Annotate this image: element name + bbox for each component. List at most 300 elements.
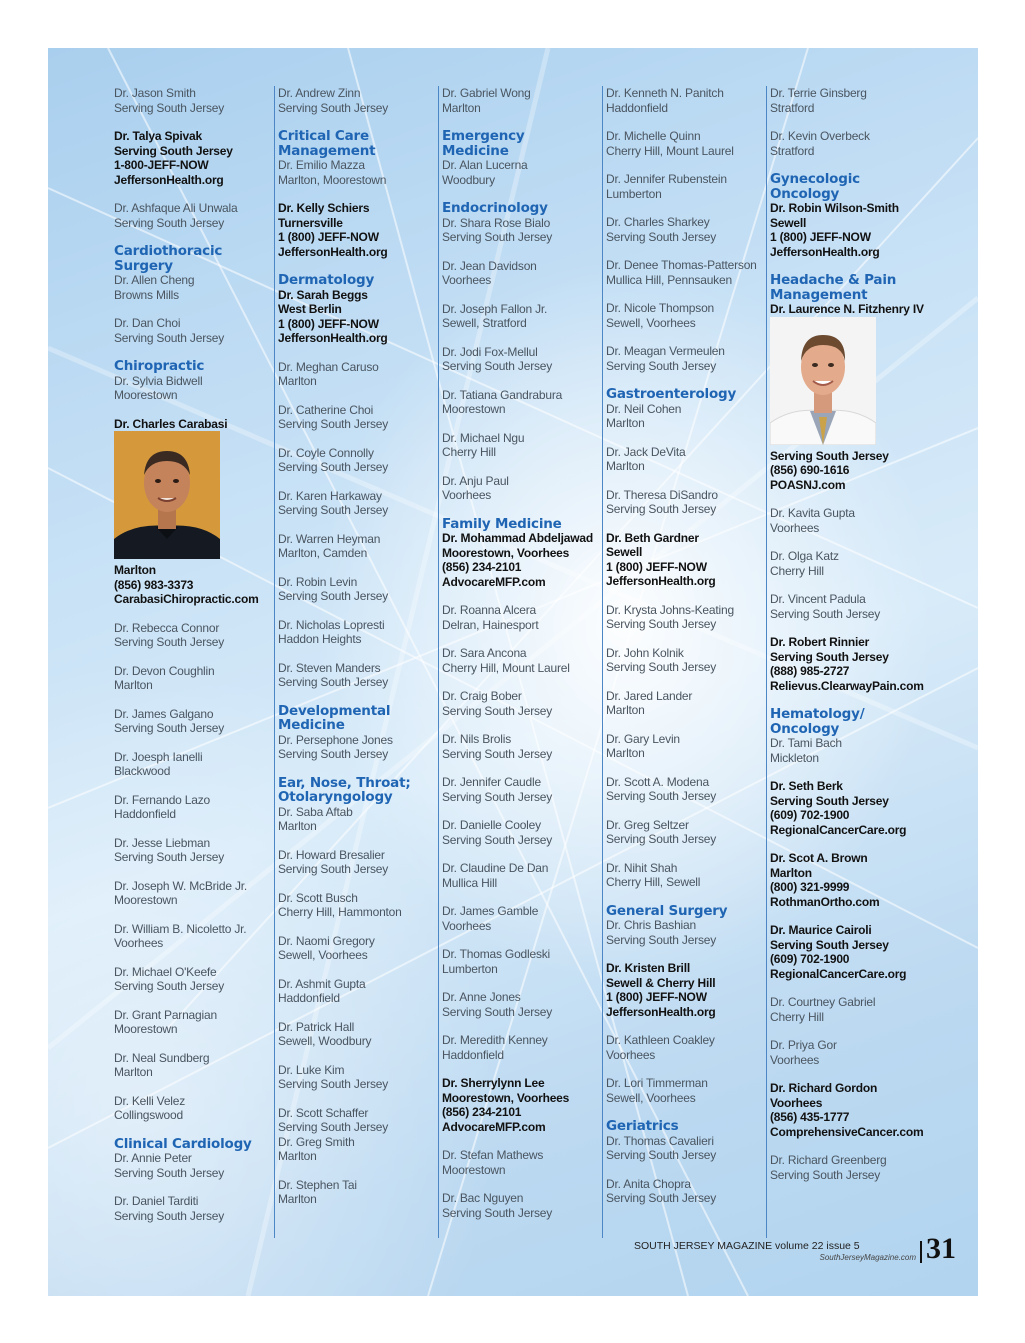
specialty-heading-line: Geriatrics [606,1118,679,1134]
doctor-location: Serving South Jersey [442,703,553,718]
doctor-name: Dr. Scott Schaffer [278,1105,369,1120]
specialty-heading [606,387,766,402]
doctor-location: Cherry Hill, Mount Laurel [606,143,734,158]
doctor-location: Marlton [606,416,645,430]
doctor-entry [278,403,438,432]
footer-divider [920,1241,922,1263]
doctor-detail: 1 (800) JEFF-NOW [278,316,379,331]
doctor-entry [114,374,274,403]
doctor-location: Serving South Jersey [278,503,389,517]
doctor-location: Marlton, Camden [278,546,368,560]
doctor-entry [278,446,438,475]
doctor-location: Serving South Jersey [278,589,389,603]
doctor-name: Dr. Stephen Tai [278,1177,357,1192]
doctor-location: Serving South Jersey [442,1205,553,1220]
doctor-entry [606,775,766,804]
doctor-entry [278,86,438,115]
doctor-name: Dr. Jesse Liebman [114,835,210,850]
doctor-detail: 1 (800) JEFF-NOW [606,559,707,574]
doctor-entry [770,736,930,765]
doctor-entry [606,818,766,847]
doctor-entry [606,1134,766,1163]
doctor-name: Dr. Kevin Overbeck [770,129,870,143]
doctor-name: Dr. Nils Brolis [442,732,512,746]
doctor-location: Sewell, Voorhees [606,1090,696,1105]
doctor-name: Dr. Lori Timmerman [606,1076,708,1090]
doctor-entry [278,977,438,1006]
doctor-website[interactable]: JeffersonHealth.org [606,1004,716,1019]
doctor-website[interactable]: RegionalCancerCare.org [770,822,907,837]
doctor-location: Marlton [606,746,645,760]
doctor-entry [114,836,274,865]
doctor-name: Dr. Denee Thomas-Patterson [606,258,757,272]
doctor-entry [114,922,274,951]
featured-doctor-entry [442,531,602,589]
specialty-heading-line: Clinical Cardiology [114,1135,252,1152]
doctor-name: Dr. Krysta Johns-Keating [606,602,734,617]
doctor-name: Dr. Meagan Vermeulen [606,344,725,358]
doctor-name: Dr. Kelli Velez [114,1093,186,1108]
specialty-heading-line: Hematology/ [770,706,865,722]
doctor-location: Serving South Jersey [442,359,553,373]
doctor-entry [114,86,274,115]
doctor-name: Dr. Steven Manders [278,660,381,675]
doctor-entry [442,158,602,187]
doctor-name: Dr. Rebecca Connor [114,620,220,635]
doctor-name: Dr. Joseph Fallon Jr. [442,301,548,316]
doctor-entry [442,431,602,460]
doctor-name: Dr. Catherine Choi [278,402,374,417]
doctor-entry [770,549,930,578]
doctor-location: Serving South Jersey [278,675,389,689]
doctor-detail: 1-800-JEFF-NOW [114,158,209,172]
specialty-heading-line: Family Medicine [442,515,562,532]
doctor-entry [606,732,766,761]
doctor-detail: Marlton [770,865,812,880]
doctor-entry [770,592,930,621]
doctor-name: Dr. Karen Harkaway [278,488,382,503]
doctor-location: Delran, Hainesport [442,617,539,632]
doctor-entry [442,1148,602,1177]
doctor-name: Dr. Robin Wilson-Smith [770,201,899,215]
page-number: 31 [926,1232,956,1265]
doctor-name: Dr. Anju Paul [442,473,509,488]
doctor-entry [442,1033,602,1062]
doctor-location: Woodbury [442,172,495,187]
featured-doctor-entry [770,449,930,493]
doctor-entry [606,344,766,373]
doctor-name: Dr. Richard Gordon [770,1081,878,1095]
doctor-name: Dr. Chris Bashian [606,918,696,932]
doctor-location: Marlton [278,374,317,388]
doctor-name: Dr. Nicole Thompson [606,301,715,315]
doctor-name: Dr. Patrick Hall [278,1019,355,1034]
doctor-location: Cherry Hill [442,445,496,459]
featured-doctor-entry [770,302,930,317]
doctor-location: Serving South Jersey [278,1077,389,1091]
doctor-name: Dr. Devon Coughlin [114,663,215,678]
doctor-location: Cherry Hill, Sewell [606,875,701,889]
doctor-detail: Sewell & Cherry Hill [606,975,716,990]
doctor-entry [442,259,602,288]
specialty-heading-line: Management [770,286,868,303]
doctor-name: Dr. Charles Carabasi [114,416,228,431]
doctor-location: Voorhees [770,1052,820,1067]
doctor-entry [442,646,602,675]
doctor-entry [278,158,438,187]
specialty-heading [278,776,438,805]
doctor-location: Collingswood [114,1108,183,1122]
specialty-heading [114,1137,274,1152]
specialty-heading-line: Surgery [114,257,173,274]
doctor-website[interactable]: AdvocareMFP.com [442,1119,546,1134]
doctor-entry [278,532,438,561]
doctor-headshot-photo [114,431,220,559]
doctor-name: Dr. Sarah Beggs [278,287,368,302]
specialty-heading [606,904,766,919]
doctor-detail: (856) 690-1616 [770,463,850,477]
doctor-name: Dr. John Kolnik [606,645,684,660]
doctor-location: Serving South Jersey [442,746,553,761]
doctor-entry [606,215,766,244]
doctor-location: Marlton [606,703,645,717]
doctor-name: Dr. Scot A. Brown [770,851,868,865]
doctor-name: Dr. Dan Choi [114,316,181,330]
doctor-name: Dr. Naomi Gregory [278,933,375,948]
doctor-location: Serving South Jersey [278,460,389,474]
doctor-detail: Marlton [114,563,156,577]
doctor-website[interactable]: JeffersonHealth.org [278,331,388,345]
doctor-entry [278,360,438,389]
doctor-name: Dr. Neil Cohen [606,401,682,416]
directory-column-5 [770,86,930,1238]
doctor-entry [114,1008,274,1037]
doctor-detail: Sewell [606,545,643,559]
specialty-heading [278,704,438,733]
doctor-location: Marlton [278,1149,317,1163]
doctor-entry [114,316,274,345]
doctor-name: Dr. Saba Aftab [278,804,353,819]
doctor-website[interactable]: POASNJ.com [770,477,846,492]
doctor-location: Sewell, Voorhees [278,948,368,962]
specialty-heading [770,707,930,736]
featured-doctor-entry [114,563,274,607]
doctor-name: Dr. Daniel Tarditi [114,1194,199,1208]
doctor-entry [606,172,766,201]
doctor-entry [114,707,274,736]
doctor-website[interactable]: JeffersonHealth.org [278,244,388,259]
doctor-name: Dr. Grant Parnagian [114,1007,217,1022]
doctor-website[interactable]: AdvocareMFP.com [442,574,546,589]
doctor-location: Serving South Jersey [606,229,717,244]
doctor-name: Dr. Meghan Caruso [278,359,379,374]
doctor-website[interactable]: Relievus.ClearwayPain.com [770,678,924,693]
doctor-name: Dr. Kelly Schiers [278,201,370,215]
doctor-location: Serving South Jersey [278,862,389,876]
specialty-heading-line: Headache & Pain [770,272,897,288]
doctor-entry [278,1178,438,1207]
doctor-detail: West Berlin [278,302,342,316]
doctor-name: Dr. Beth Gardner [606,530,699,545]
doctor-location: Marlton [114,678,153,692]
doctor-location: Marlton [114,1065,153,1079]
doctor-location: Serving South Jersey [278,747,389,761]
doctor-entry [442,474,602,503]
doctor-entry [278,934,438,963]
doctor-website[interactable]: ComprehensiveCancer.com [770,1124,924,1139]
featured-doctor-entry [114,129,274,187]
doctor-detail: (856) 983-3373 [114,577,194,592]
doctor-entry [606,1076,766,1105]
doctor-location: Moorestown [442,402,506,416]
doctor-location: Serving South Jersey [278,417,389,431]
doctor-location: Serving South Jersey [606,932,717,947]
doctor-name: Dr. James Galgano [114,706,214,721]
doctor-entry [442,388,602,417]
doctor-entry [606,646,766,675]
doctor-name: Dr. Kavita Gupta [770,506,855,520]
featured-doctor-entry [770,1081,930,1139]
specialty-heading [114,244,274,273]
doctor-name: Dr. Jared Lander [606,688,693,703]
doctor-location: Serving South Jersey [442,230,553,244]
doctor-location: Haddonfield [114,807,176,821]
doctor-entry [770,506,930,535]
doctor-location: Serving South Jersey [606,358,717,373]
doctor-name: Dr. William B. Nicoletto Jr. [114,921,247,936]
doctor-location: Moorestown [114,1022,178,1036]
doctor-location: Haddon Heights [278,632,362,646]
doctor-name: Dr. Anita Chopra [606,1176,691,1191]
magazine-website[interactable]: SouthJerseyMagazine.com [819,1253,916,1262]
featured-doctor-entry [606,961,766,1019]
doctor-entry [606,861,766,890]
doctor-detail: (856) 234-2101 [442,560,522,574]
doctor-name: Dr. Meredith Kenney [442,1033,548,1047]
doctor-location: Cherry Hill [770,1009,824,1024]
doctor-website[interactable]: JeffersonHealth.org [606,574,716,588]
doctor-detail: Moorestown, Voorhees [442,545,570,560]
doctor-detail: Turnersville [278,215,343,230]
specialty-heading-line: Medicine [442,142,509,159]
doctor-name: Dr. Joesph Ianelli [114,749,203,764]
doctor-location: Serving South Jersey [770,606,881,621]
featured-doctor-entry [278,288,438,346]
doctor-entry [442,947,602,976]
doctor-entry [278,1020,438,1049]
doctor-entry [114,1051,274,1080]
doctor-entry [770,1038,930,1067]
doctor-location: Serving South Jersey [278,100,389,115]
doctor-name: Dr. Gary Levin [606,731,680,746]
doctor-location: Serving South Jersey [114,100,225,115]
directory-column-2 [278,86,439,1238]
doctor-name: Dr. Talya Spivak [114,129,202,143]
specialty-heading [606,1119,766,1134]
specialty-heading-line: Ear, Nose, Throat; [278,774,411,791]
doctor-entry [442,689,602,718]
doctor-name: Dr. Luke Kim [278,1062,345,1077]
doctor-name: Dr. Howard Bresalier [278,847,385,862]
doctor-entry [770,995,930,1024]
doctor-name: Dr. Kristen Brill [606,961,690,975]
specialty-heading-line: Developmental [278,702,391,719]
doctor-entry [606,301,766,330]
doctor-entry [442,345,602,374]
doctor-location: Mullica Hill, Pennsauken [606,272,732,287]
doctor-name: Dr. Danielle Cooley [442,818,541,832]
doctor-name: Dr. Joseph W. McBride Jr. [114,878,248,893]
doctor-website[interactable]: JeffersonHealth.org [114,172,224,187]
doctor-entry [442,775,602,804]
doctor-website[interactable]: JeffersonHealth.org [770,244,880,259]
doctor-entry [278,661,438,690]
doctor-entry [442,990,602,1019]
doctor-detail: Serving South Jersey [770,649,889,664]
doctor-name: Dr. Olga Katz [770,549,839,563]
doctor-location: Moorestown [114,388,178,402]
doctor-name: Dr. Laurence N. Fitzhenry IV [770,302,924,316]
doctor-entry [278,1106,438,1135]
doctor-website[interactable]: RothmanOrtho.com [770,894,880,909]
doctor-detail: Moorestown, Voorhees [442,1090,570,1105]
doctor-entry [606,129,766,158]
doctor-entry [606,445,766,474]
doctor-entry [278,805,438,834]
doctor-name: Dr. Michael O'Keefe [114,964,217,979]
doctor-entry [278,489,438,518]
doctor-entry [606,402,766,431]
doctor-name: Dr. Annie Peter [114,1151,192,1165]
doctor-entry [278,848,438,877]
specialty-heading [278,273,438,288]
doctor-location: Lumberton [442,961,498,976]
doctor-name: Dr. Tami Bach [770,736,842,750]
doctor-location: Marlton, Moorestown [278,172,387,187]
doctor-name: Dr. James Gamble [442,904,539,918]
doctor-entry [442,732,602,761]
doctor-name: Dr. Courtney Gabriel [770,995,876,1009]
doctor-detail: 1 (800) JEFF-NOW [770,230,871,244]
directory-column-3 [442,86,603,1238]
doctor-entry [770,129,930,158]
specialty-heading [442,129,602,158]
doctor-name: Dr. Robert Rinnier [770,635,870,649]
featured-doctor-entry [770,635,930,693]
doctor-location: Mullica Hill [442,875,497,890]
doctor-name: Dr. Claudine De Dan [442,861,549,875]
doctor-entry [114,750,274,779]
doctor-detail: (856) 234-2101 [442,1105,522,1119]
doctor-entry [114,1194,274,1223]
doctor-name: Dr. Maurice Cairoli [770,923,872,937]
doctor-name: Dr. Michael Ngu [442,430,525,445]
doctor-name: Dr. Theresa DiSandro [606,487,718,502]
specialty-heading-line: Gynecologic [770,171,860,187]
doctor-name: Dr. Allen Cheng [114,273,195,287]
doctor-location: Serving South Jersey [114,215,225,230]
doctor-entry [114,664,274,693]
doctor-location: Serving South Jersey [606,832,717,846]
page-footer [634,1232,964,1278]
doctor-location: Serving South Jersey [442,789,553,804]
doctor-detail: Voorhees [770,1095,823,1110]
specialty-heading-line: Medicine [278,717,345,733]
doctor-name: Dr. Sherrylynn Lee [442,1076,545,1090]
doctor-name: Dr. Ashmit Gupta [278,976,366,991]
doctor-location: Serving South Jersey [442,1004,553,1019]
featured-doctor-entry [606,531,766,589]
specialty-heading-line: Oncology [770,720,840,737]
doctor-entry [606,689,766,718]
doctor-location: Browns Mills [114,287,179,302]
featured-doctor-entry [770,851,930,909]
doctor-name: Dr. Emilio Mazza [278,158,365,172]
doctor-name: Dr. Sylvia Bidwell [114,373,203,388]
doctor-website[interactable]: RegionalCancerCare.org [770,966,907,981]
specialty-heading-line: Dermatology [278,272,375,288]
doctor-name: Dr. Jason Smith [114,86,196,100]
doctor-location: Serving South Jersey [606,617,717,631]
doctor-name: Dr. Mohammad Abdeljawad [442,531,593,545]
doctor-entry [114,201,274,230]
doctor-headshot-photo [770,317,876,445]
doctor-name: Dr. Nihit Shah [606,860,678,875]
doctor-entry [278,1063,438,1092]
doctor-name: Dr. Vincent Padula [770,592,866,606]
doctor-entry [114,1094,274,1123]
doctor-location: Mickleton [770,750,819,765]
doctor-name: Dr. Richard Greenberg [770,1153,887,1167]
doctor-entry [114,1151,274,1180]
featured-doctor-entry [278,201,438,259]
doctor-detail: 1 (800) JEFF-NOW [278,230,379,244]
doctor-entry [114,273,274,302]
doctor-name: Dr. Roanna Alcera [442,603,536,617]
doctor-name: Dr. Nicholas Lopresti [278,617,385,632]
specialty-heading [278,129,438,158]
doctor-location: Serving South Jersey [606,660,717,674]
doctor-name: Dr. Gabriel Wong [442,86,531,100]
doctor-entry [770,86,930,115]
doctor-name: Dr. Jodi Fox-Mellul [442,344,538,359]
specialty-heading-line: Oncology [770,185,840,202]
doctor-name: Dr. Kenneth N. Panitch [606,86,724,100]
doctor-location: Voorhees [442,488,492,502]
specialty-heading [442,201,602,216]
doctor-entry [606,258,766,287]
specialty-heading-line: Management [278,142,376,159]
doctor-location: Haddonfield [442,1047,504,1062]
doctor-name: Dr. Thomas Cavalieri [606,1133,714,1148]
doctor-location: Voorhees [442,273,492,287]
doctor-name: Dr. Jean Davidson [442,258,537,273]
directory-column-1 [114,86,275,1238]
doctor-name: Dr. Warren Heyman [278,531,381,546]
doctor-name: Dr. Kathleen Coakley [606,1033,715,1047]
specialty-heading-line: Chiropractic [114,358,205,374]
doctor-name: Dr. Coyle Connolly [278,445,374,460]
featured-doctor-entry [770,201,930,259]
doctor-name: Dr. Craig Bober [442,689,522,703]
doctor-location: Serving South Jersey [606,1191,717,1205]
doctor-detail: (609) 702-1900 [770,808,850,822]
doctor-website[interactable]: CarabasiChiropractic.com [114,592,259,606]
doctor-entry [278,1135,438,1164]
doctor-name: Dr. Charles Sharkey [606,215,710,229]
specialty-heading-line: Cardiothoracic [114,243,223,259]
specialty-heading-line: Otolaryngology [278,789,393,805]
